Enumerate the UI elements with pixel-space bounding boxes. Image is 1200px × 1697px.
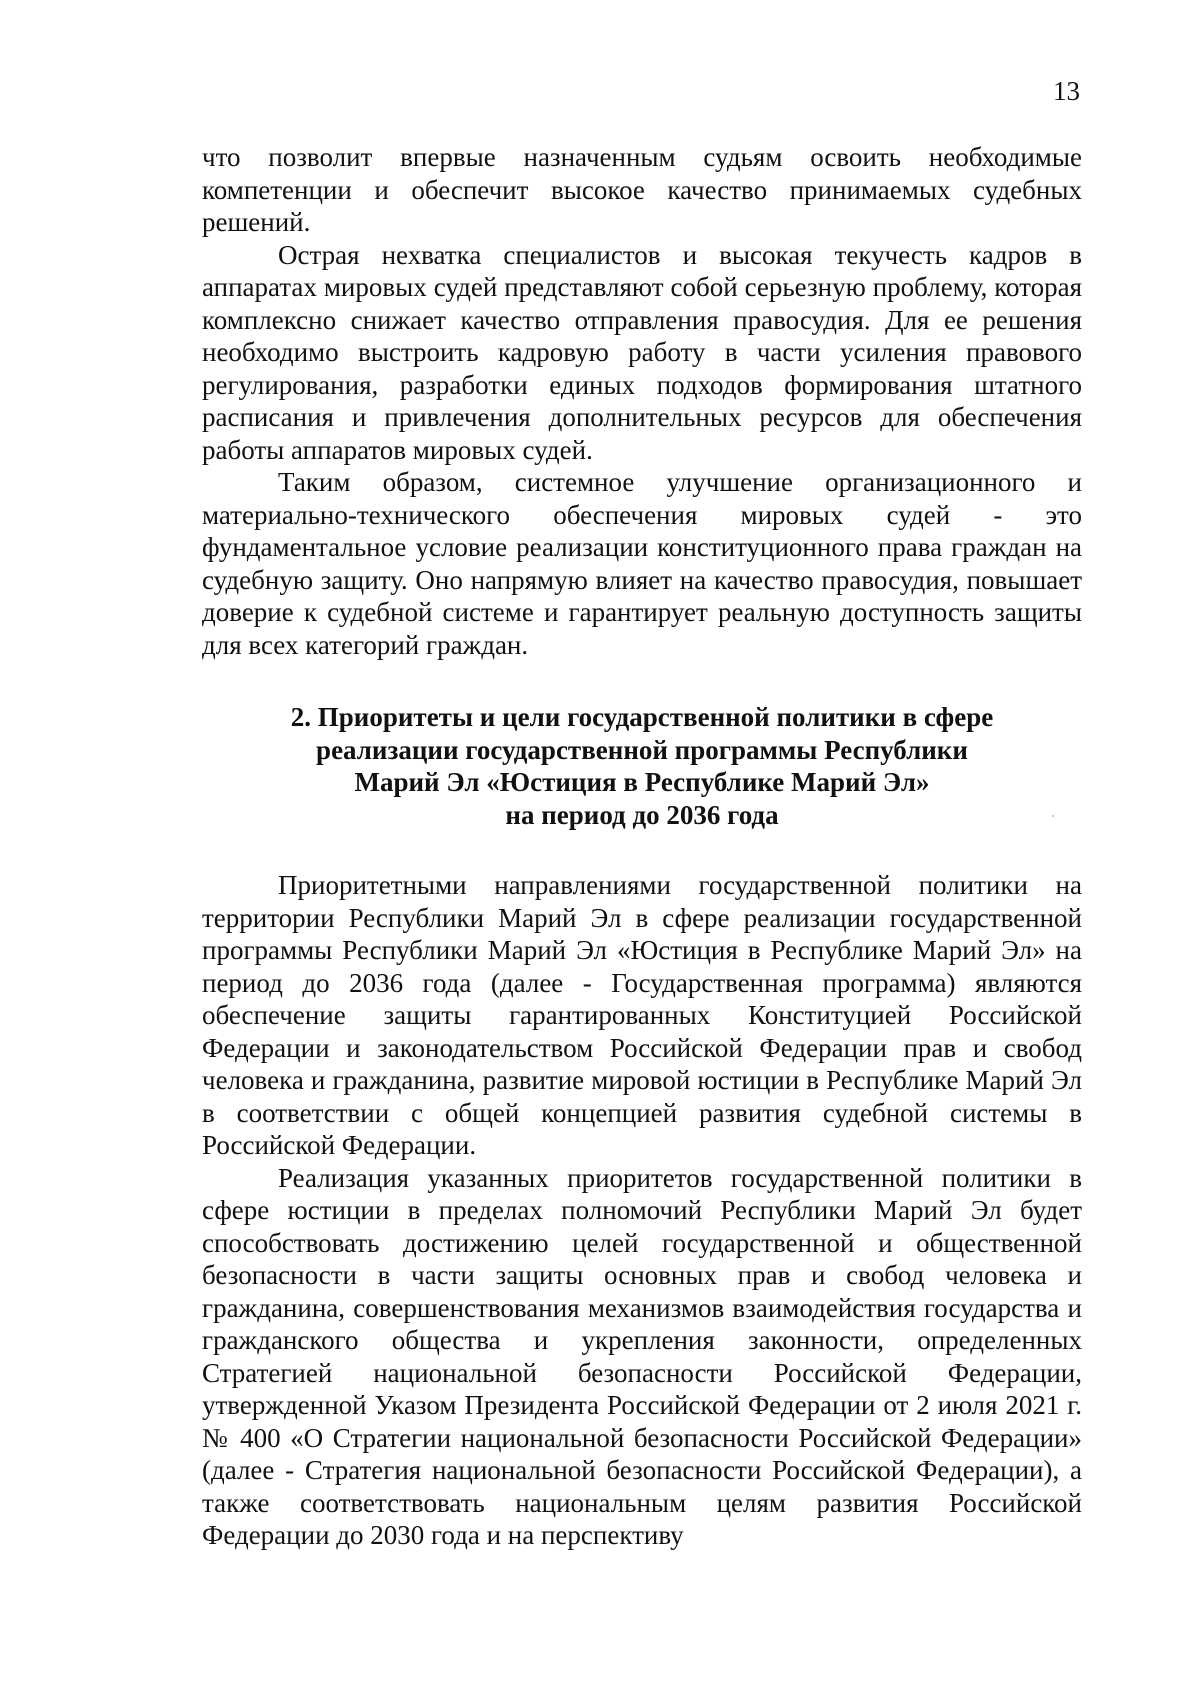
paragraph-conclusion: Таким образом, системное улучшение организационного и материально-технического обеспечения мировых судей - это фундаментальное условие реализации конституционного права граждан на судебную защиту. Оно напрямую влияет на качество правосудия, повышает доверие к судебной системе и гарантирует реальную доступность защиты для всех категорий граждан. [202,467,1082,660]
section-heading-line: реализации государственной программы Республики [316,734,968,765]
paragraph-priorities: Приоритетными направлениями государственной политики на территории Республики Марий Эл в сфере реализации государственной программы Республики Марий Эл «Юстиция в Республике Марий Эл» на период до 2036 года (далее - Государственная программа) являются обеспечение защиты гарантированных Конституцией Российской Федерации и законодательством Российской Федерации прав и свобод человека и гражданина, развитие мировой юстиции в Республике Марий Эл в соответствии с общей концепцией развития судебной системы в Российской Федерации. [202,870,1082,1160]
section-heading-line: 2. Приоритеты и цели государственной политики в сфере [290,702,994,732]
section-gap [202,831,1082,869]
section-heading-line: на период до 2036 года [505,799,779,830]
section-heading [202,701,1082,831]
paragraph-staffing: Острая нехватка специалистов и высокая текучесть кадров в аппаратах мировых судей представляют собой серьезную проблему, которая комплексно снижает качество отправления правосудия. Для ее решения необходимо выстроить кадровую работу в части усиления правового регулирования, разработки единых подходов формирования штатного расписания и привлечения дополнительных ресурсов для обеспечения работы аппаратов мировых судей. [202,239,1082,465]
paragraph-implementation: Реализация указанных приоритетов государственной политики в сфере юстиции в пределах полномочий Республики Марий Эл будет способствовать достижению целей государственной и общественной безопасности в части защиты основных прав и свобод человека и гражданина, совершенствования механизмов взаимодействия государства и гражданского общества и укрепления законности, определенных Стратегией национальной безопасности Российской Федерации, утвержденной Указом Президента Российской Федерации от 2 июля 2021 г. № 400 «О Стратегии национальной безопасности Российской Федерации» (далее - Стратегия национальной безопасности Российской Федерации), а также соответствовать национальным целям развития Российской Федерации до 2030 года и на перспективу [202,1162,1082,1550]
paragraph-continuation: что позволит впервые назначенным судьям освоить необходимые компетенции и обеспечит высокое качество принимаемых судебных решений. [202,142,1082,237]
document-body [202,141,1082,1552]
page-number: 13 [1053,76,1080,106]
section-heading-line: Марий Эл «Юстиция в Республике Марий Эл» [354,767,930,797]
